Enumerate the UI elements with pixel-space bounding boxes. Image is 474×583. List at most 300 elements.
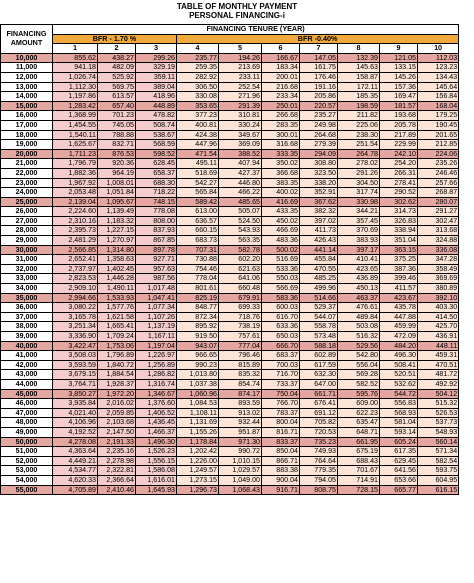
payment-cell: 4,106.96 [53, 418, 98, 428]
payment-cell: 466.69 [262, 226, 300, 236]
payment-cell: 387.36 [380, 264, 418, 274]
payment-cell: 1,178.84 [177, 437, 219, 447]
payment-cell: 158.87 [338, 72, 380, 82]
payment-cell: 382.32 [300, 207, 338, 217]
financing-amount-cell: 23,000 [1, 178, 53, 188]
payment-cell: 835.32 [219, 370, 262, 380]
payment-cell: 609.00 [338, 399, 380, 409]
payment-cell: 447.96 [177, 140, 219, 150]
payment-cell: 254.20 [380, 159, 418, 169]
payment-cell: 496.30 [380, 351, 418, 361]
payment-cell: 705.82 [300, 418, 338, 428]
year-header: 10 [418, 44, 459, 54]
payment-cell: 1,256.89 [136, 360, 177, 370]
payment-cell: 278.41 [380, 178, 418, 188]
year-header: 4 [177, 44, 219, 54]
payment-cell: 1,466.37 [136, 427, 177, 437]
payment-cell: 1,884.54 [98, 370, 136, 380]
payment-cell: 514.66 [300, 293, 338, 303]
payment-cell: 660.48 [219, 284, 262, 294]
table-row [1, 475, 459, 485]
payment-cell: 317.74 [338, 188, 380, 198]
payment-cell: 621.63 [219, 264, 262, 274]
financing-amount-cell: 27,000 [1, 216, 53, 226]
payment-cell: 832.71 [98, 140, 136, 150]
payment-cell: 446.80 [219, 178, 262, 188]
payment-cell: 2,103.68 [98, 418, 136, 428]
payment-cell: 347.28 [418, 255, 459, 265]
payment-cell: 3,508.03 [53, 351, 98, 361]
payment-cell: 688.30 [136, 178, 177, 188]
payment-cell: 271.96 [219, 92, 262, 102]
payment-cell: 783.37 [262, 408, 300, 418]
payment-cell: 582.54 [418, 456, 459, 466]
payment-cell: 883.38 [262, 466, 300, 476]
payment-cell: 459.99 [380, 322, 418, 332]
table-row [1, 303, 459, 313]
payment-cell: 1,368.99 [53, 111, 98, 121]
payment-cell: 212.85 [418, 140, 459, 150]
payment-cell: 1,286.82 [136, 370, 177, 380]
payment-cell: 447.88 [380, 312, 418, 322]
payment-cell: 1,227.15 [98, 226, 136, 236]
payment-cell: 520.51 [380, 370, 418, 380]
payment-cell: 169.47 [380, 92, 418, 102]
payment-cell: 492.92 [418, 379, 459, 389]
payment-cell: 794.05 [300, 475, 338, 485]
payment-cell: 4,449.21 [53, 456, 98, 466]
payment-cell: 1,540.11 [53, 130, 98, 140]
payment-cell: 176.46 [300, 72, 338, 82]
payment-cell: 2,139.04 [53, 197, 98, 207]
payment-cell: 366.68 [262, 168, 300, 178]
monthly-payment-table [0, 24, 459, 495]
payment-cell: 730.88 [177, 255, 219, 265]
financing-amount-cell: 33,000 [1, 274, 53, 284]
table-row [1, 159, 459, 169]
payment-cell: 1,402.45 [98, 264, 136, 274]
payment-cell: 516.32 [338, 332, 380, 342]
table-row [1, 120, 459, 130]
payment-cell: 1,490.11 [98, 284, 136, 294]
payment-cell: 1,533.93 [98, 293, 136, 303]
payment-cell: 181.57 [380, 101, 418, 111]
payment-cell: 250.01 [262, 101, 300, 111]
payment-cell: 2,410.46 [98, 485, 136, 495]
payment-cell: 205.86 [300, 92, 338, 102]
payment-cell: 358.49 [418, 264, 459, 274]
payment-cell: 400.02 [262, 188, 300, 198]
payment-cell: 291.27 [418, 207, 459, 217]
payment-cell: 872.34 [177, 312, 219, 322]
payment-cell: 304.50 [338, 178, 380, 188]
payment-cell: 246.46 [418, 168, 459, 178]
payment-cell: 556.83 [380, 399, 418, 409]
payment-cell: 893.59 [219, 399, 262, 409]
payment-cell: 1,095.67 [98, 197, 136, 207]
payment-cell: 650.03 [262, 332, 300, 342]
payment-cell: 808.00 [136, 216, 177, 226]
payment-cell: 913.02 [219, 408, 262, 418]
financing-amount-cell: 42,000 [1, 360, 53, 370]
payment-cell: 351.04 [380, 236, 418, 246]
payment-cell: 1,586.08 [136, 466, 177, 476]
payment-cell: 324.88 [418, 236, 459, 246]
payment-cell: 399.46 [380, 274, 418, 284]
payment-cell: 133.15 [380, 63, 418, 73]
table-row [1, 72, 459, 82]
payment-cell: 478.82 [136, 111, 177, 121]
payment-cell: 268.87 [418, 188, 459, 198]
payment-cell: 3,422.47 [53, 341, 98, 351]
title-line-1: TABLE OF MONTHLY PAYMENT [176, 2, 298, 11]
table-row [1, 293, 459, 303]
payment-cell: 369.69 [418, 274, 459, 284]
payment-cell: 764.64 [300, 456, 338, 466]
payment-cell: 508.74 [136, 120, 177, 130]
payment-cell: 683.73 [177, 236, 219, 246]
table-row [1, 274, 459, 284]
financing-amount-cell: 40,000 [1, 341, 53, 351]
payment-cell: 291.26 [338, 168, 380, 178]
payment-cell: 524.50 [219, 216, 262, 226]
table-row [1, 312, 459, 322]
year-header: 9 [380, 44, 418, 54]
payment-cell: 3,764.71 [53, 379, 98, 389]
payment-cell: 3,935.84 [53, 399, 98, 409]
year-header: 2 [98, 44, 136, 54]
payment-cell: 691.12 [300, 408, 338, 418]
financing-amount-cell: 51,000 [1, 447, 53, 457]
payment-cell: 463.37 [338, 293, 380, 303]
payment-cell: 665.77 [380, 485, 418, 495]
payment-cell: 815.89 [219, 360, 262, 370]
payment-cell: 2,481.29 [53, 236, 98, 246]
payment-cell: 2,823.53 [53, 274, 98, 284]
payment-cell: 441.14 [300, 245, 338, 255]
payment-cell: 543.93 [219, 226, 262, 236]
payment-cell: 2,994.66 [53, 293, 98, 303]
payment-cell: 290.52 [380, 188, 418, 198]
payment-cell: 766.70 [262, 399, 300, 409]
payment-cell: 4,620.33 [53, 475, 98, 485]
payment-cell: 569.28 [338, 370, 380, 380]
financing-amount-cell: 20,000 [1, 149, 53, 159]
payment-cell: 613.00 [177, 207, 219, 217]
payment-cell: 529.37 [300, 303, 338, 313]
payment-cell: 1,296.73 [177, 485, 219, 495]
payment-cell: 330.08 [177, 92, 219, 102]
payment-cell: 389.04 [136, 82, 177, 92]
payment-cell: 647.00 [300, 379, 338, 389]
payment-cell: 582.78 [219, 245, 262, 255]
payment-cell: 388.52 [219, 149, 262, 159]
financing-amount-cell: 18,000 [1, 130, 53, 140]
payment-cell: 414.50 [418, 312, 459, 322]
payment-cell: 349.67 [219, 130, 262, 140]
payment-cell: 505.07 [219, 207, 262, 217]
payment-cell: 2,278.98 [98, 456, 136, 466]
table-row [1, 53, 459, 63]
financing-amount-cell: 13,000 [1, 82, 53, 92]
payment-cell: 622.23 [338, 408, 380, 418]
payment-cell: 1,137.19 [136, 322, 177, 332]
payment-cell: 837.93 [136, 226, 177, 236]
payment-cell: 1,406.52 [136, 408, 177, 418]
payment-cell: 4,363.64 [53, 447, 98, 457]
payment-cell: 423.65 [338, 264, 380, 274]
payment-cell: 675.19 [338, 447, 380, 457]
table-row [1, 351, 459, 361]
payment-cell: 2,366.64 [98, 475, 136, 485]
payment-cell: 707.31 [177, 245, 219, 255]
payment-cell: 1,796.89 [98, 351, 136, 361]
payment-cell: 503.08 [338, 322, 380, 332]
payment-cell: 526.53 [418, 408, 459, 418]
payment-cell: 595.76 [338, 389, 380, 399]
payment-cell: 134.43 [418, 72, 459, 82]
payment-cell: 350.02 [262, 159, 300, 169]
payment-cell: 397.02 [300, 216, 338, 226]
payment-cell: 3,850.27 [53, 389, 98, 399]
payment-cell: 867.85 [136, 236, 177, 246]
payment-cell: 300.01 [262, 130, 300, 140]
financing-amount-cell: 16,000 [1, 111, 53, 121]
payment-cell: 558.78 [300, 322, 338, 332]
payment-cell: 800.04 [262, 418, 300, 428]
payment-cell: 1,621.58 [98, 312, 136, 322]
payment-cell: 369.09 [219, 140, 262, 150]
financing-amount-cell: 31,000 [1, 255, 53, 265]
payment-cell: 418.96 [136, 92, 177, 102]
payment-cell: 2,147.50 [98, 427, 136, 437]
table-row [1, 82, 459, 92]
financing-amount-cell: 47,000 [1, 408, 53, 418]
payment-cell: 161.75 [300, 63, 338, 73]
payment-cell: 438.27 [98, 53, 136, 63]
payment-cell: 919.50 [177, 332, 219, 342]
payment-cell: 600.03 [262, 303, 300, 313]
payment-cell: 2,566.85 [53, 245, 98, 255]
payment-cell: 485.25 [300, 274, 338, 284]
payment-cell: 605.24 [380, 437, 418, 447]
payment-cell: 1,026.74 [53, 72, 98, 82]
payment-cell: 560.14 [418, 437, 459, 447]
payment-cell: 1,454.55 [53, 120, 98, 130]
payment-cell: 1,496.30 [136, 437, 177, 447]
payment-cell: 661.95 [338, 437, 380, 447]
payment-cell: 299.26 [136, 53, 177, 63]
payment-cell: 617.59 [300, 360, 338, 370]
table-row [1, 322, 459, 332]
payment-cell: 900.04 [262, 475, 300, 485]
payment-cell: 733.37 [262, 379, 300, 389]
table-row [1, 389, 459, 399]
table-row [1, 447, 459, 457]
financing-amount-cell: 12,000 [1, 72, 53, 82]
payment-cell: 641.56 [380, 466, 418, 476]
payment-cell: 538.67 [136, 130, 177, 140]
payment-cell: 2,652.41 [53, 255, 98, 265]
table-row [1, 149, 459, 159]
payment-cell: 629.45 [380, 456, 418, 466]
payment-cell: 2,053.48 [53, 188, 98, 198]
financing-amount-cell: 53,000 [1, 466, 53, 476]
payment-cell: 602.20 [219, 255, 262, 265]
payment-cell: 1,283.42 [53, 101, 98, 111]
payment-cell: 778.04 [177, 274, 219, 284]
payment-cell: 476.61 [338, 303, 380, 313]
payment-cell: 363.15 [380, 245, 418, 255]
payment-cell: 257.66 [418, 178, 459, 188]
payment-cell: 616.70 [262, 312, 300, 322]
payment-cell: 635.47 [338, 418, 380, 428]
payment-cell: 3,336.90 [53, 332, 98, 342]
payment-cell: 1,967.92 [53, 178, 98, 188]
payment-cell: 352.91 [300, 188, 338, 198]
payment-cell: 132.39 [338, 53, 380, 63]
year-header: 8 [338, 44, 380, 54]
payment-cell: 779.35 [300, 466, 338, 476]
payment-cell: 172.11 [338, 82, 380, 92]
payment-cell: 302.62 [380, 197, 418, 207]
financing-amount-cell: 55,000 [1, 485, 53, 495]
payment-cell: 330.24 [219, 120, 262, 130]
payment-cell: 1,060.96 [177, 389, 219, 399]
table-row [1, 63, 459, 73]
payment-cell: 1,273.15 [177, 475, 219, 485]
payment-cell: 568.93 [380, 408, 418, 418]
payment-cell: 448.89 [136, 101, 177, 111]
payment-cell: 951.87 [219, 427, 262, 437]
payment-cell: 581.04 [380, 418, 418, 428]
payment-cell: 641.06 [219, 274, 262, 284]
payment-cell: 617.35 [380, 447, 418, 457]
financing-amount-header [1, 25, 53, 54]
payment-cell: 242.10 [380, 149, 418, 159]
payment-cell: 377.23 [177, 111, 219, 121]
payment-cell: 1,197.04 [136, 341, 177, 351]
payment-cell: 367.62 [300, 197, 338, 207]
payment-cell: 916.71 [262, 485, 300, 495]
payment-cell: 1,084.53 [177, 399, 219, 409]
payment-cell: 676.41 [300, 399, 338, 409]
table-row [1, 140, 459, 150]
financing-amount-cell: 50,000 [1, 437, 53, 447]
payment-cell: 425.70 [418, 322, 459, 332]
payment-cell: 1,753.06 [98, 341, 136, 351]
payment-cell: 4,278.08 [53, 437, 98, 447]
amount-header-line-1: FINANCING [6, 29, 47, 39]
bfr-right-header: BFR -0.40% [177, 34, 459, 44]
payment-cell: 1,167.11 [136, 332, 177, 342]
payment-cell: 1,314.80 [98, 245, 136, 255]
table-row [1, 437, 459, 447]
payment-cell: 433.35 [262, 207, 300, 217]
payment-cell: 329.19 [136, 63, 177, 73]
title-line-2: PERSONAL FINANCING-i [189, 11, 285, 20]
financing-amount-cell: 37,000 [1, 312, 53, 322]
payment-cell: 383.93 [338, 236, 380, 246]
payment-cell: 1,625.67 [53, 140, 98, 150]
payment-cell: 238.30 [338, 130, 380, 140]
payment-cell: 1,013.80 [177, 370, 219, 380]
table-row [1, 236, 459, 246]
financing-amount-cell: 46,000 [1, 399, 53, 409]
payment-cell: 416.69 [262, 197, 300, 207]
payment-cell: 235.26 [418, 159, 459, 169]
payment-cell: 565.84 [177, 188, 219, 198]
payment-cell: 1,376.60 [136, 399, 177, 409]
payment-cell: 145.63 [338, 63, 380, 73]
payment-cell: 147.05 [300, 53, 338, 63]
payment-cell: 470.51 [418, 360, 459, 370]
payment-cell: 661.71 [300, 389, 338, 399]
payment-cell: 701.67 [338, 466, 380, 476]
table-row [1, 255, 459, 265]
payment-cell: 701.23 [98, 111, 136, 121]
year-header: 3 [136, 44, 177, 54]
financing-amount-cell: 14,000 [1, 92, 53, 102]
payment-cell: 1,037.38 [177, 379, 219, 389]
payment-cell: 344.21 [338, 207, 380, 217]
payment-cell: 658.37 [136, 168, 177, 178]
payment-cell: 427.37 [219, 168, 262, 178]
payment-cell: 213.69 [219, 63, 262, 73]
financing-amount-cell: 39,000 [1, 332, 53, 342]
payment-cell: 185.35 [338, 92, 380, 102]
payment-cell: 400.81 [177, 120, 219, 130]
payment-cell: 895.92 [177, 322, 219, 332]
payment-cell: 1,107.26 [136, 312, 177, 322]
payment-cell: 435.78 [380, 303, 418, 313]
table-row [1, 92, 459, 102]
payment-cell: 1,928.37 [98, 379, 136, 389]
financing-amount-cell: 41,000 [1, 351, 53, 361]
payment-cell: 716.70 [262, 370, 300, 380]
payment-cell: 738.19 [219, 322, 262, 332]
payment-cell: 314.73 [380, 207, 418, 217]
document-title [0, 0, 474, 20]
table-row [1, 197, 459, 207]
payment-cell: 471.54 [177, 149, 219, 159]
payment-cell: 499.96 [300, 284, 338, 294]
year-header: 5 [219, 44, 262, 54]
financing-amount-cell: 24,000 [1, 188, 53, 198]
payment-cell: 1,796.79 [53, 159, 98, 169]
payment-cell: 411.57 [380, 284, 418, 294]
payment-cell: 1,108.11 [177, 408, 219, 418]
payment-cell: 628.45 [136, 159, 177, 169]
payment-cell: 2,224.60 [53, 207, 98, 217]
table-row [1, 101, 459, 111]
payment-cell: 1,077.34 [136, 303, 177, 313]
payment-cell: 927.71 [136, 255, 177, 265]
financing-amount-cell: 43,000 [1, 370, 53, 380]
payment-cell: 1,202.42 [177, 447, 219, 457]
payment-cell: 801.61 [177, 284, 219, 294]
payment-cell: 330.98 [338, 197, 380, 207]
payment-cell: 500.02 [262, 245, 300, 255]
payment-cell: 201.65 [418, 130, 459, 140]
payment-cell: 4,192.52 [53, 427, 98, 437]
payment-cell: 1,316.74 [136, 379, 177, 389]
payment-cell: 542.80 [338, 351, 380, 361]
payment-cell: 264.78 [338, 149, 380, 159]
payment-cell: 1,556.15 [136, 456, 177, 466]
payment-cell: 436.89 [338, 274, 380, 284]
table-row [1, 485, 459, 495]
